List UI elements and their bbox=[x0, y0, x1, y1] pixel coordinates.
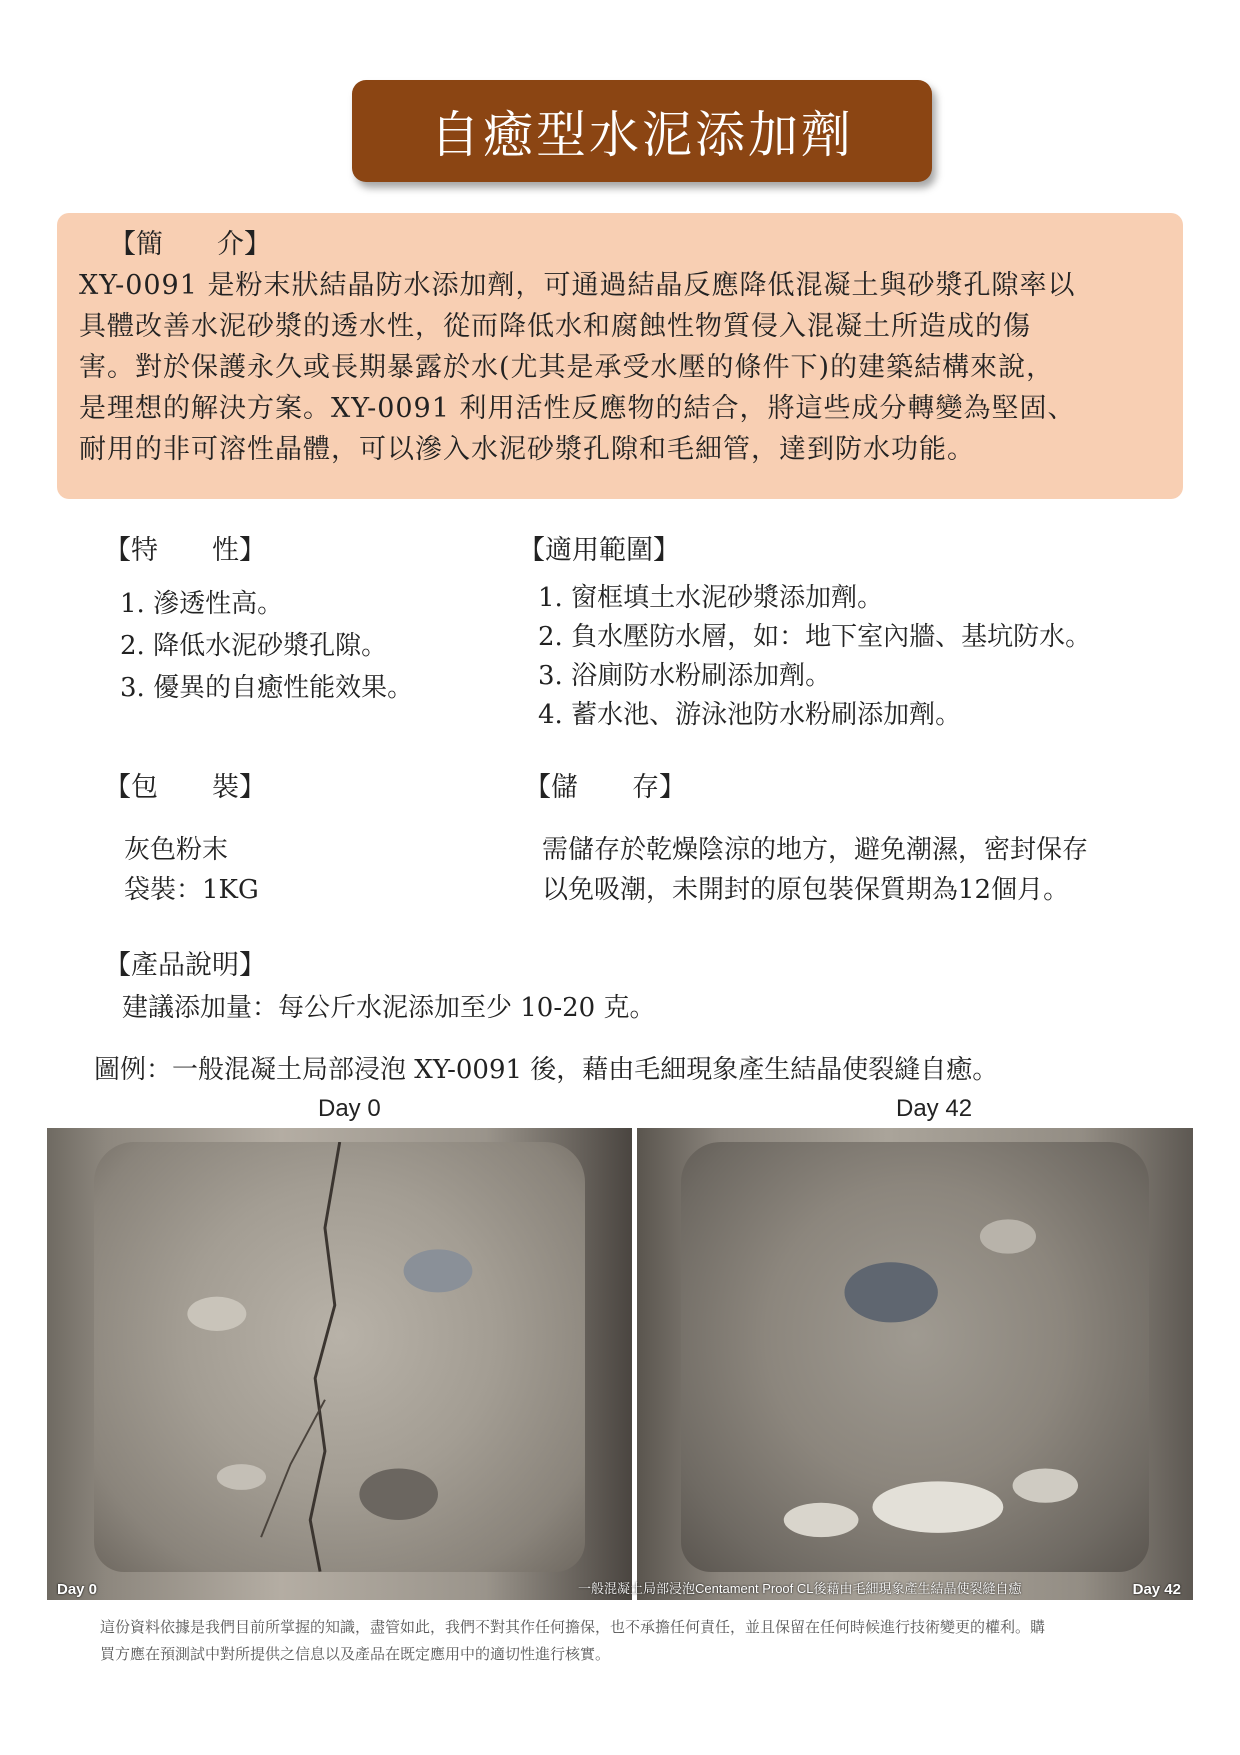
storage-section bbox=[524, 770, 1088, 910]
packaging-text bbox=[124, 830, 266, 910]
applications-heading: 【適用範圍】 bbox=[518, 535, 680, 566]
features-item: 3. 優異的自癒性能效果。 bbox=[120, 673, 414, 703]
features-heading: 【特 性】 bbox=[104, 535, 266, 566]
features-item: 1. 滲透性高。 bbox=[120, 589, 284, 619]
figure-label-left: Day 0 bbox=[318, 1095, 381, 1122]
title-banner bbox=[352, 80, 932, 182]
photo-overlay-caption: 一般混凝土局部浸泡Centament Proof CL後藉由毛細現象產生結晶使裂縫自癒 bbox=[578, 1581, 1022, 1596]
features-section bbox=[104, 533, 413, 709]
photo-day-right: Day 42 bbox=[1132, 1581, 1181, 1598]
product-section bbox=[104, 948, 655, 1028]
features-list bbox=[120, 583, 413, 709]
intro-line: XY-0091 是粉末狀結晶防水添加劑，可通過結晶反應降低混凝土與砂漿孔隙率以 bbox=[79, 270, 1076, 301]
crack-lines bbox=[94, 1142, 585, 1572]
concrete-cylinder bbox=[94, 1142, 585, 1572]
packaging-line: 袋裝：1KG bbox=[124, 875, 259, 905]
packaging-heading: 【包 裝】 bbox=[104, 772, 266, 803]
figure-caption: 圖例：一般混凝土局部浸泡 XY-0091 後，藉由毛細現象產生結晶使裂縫自癒。 bbox=[94, 1055, 999, 1085]
packaging-line: 灰色粉末 bbox=[124, 835, 229, 865]
disclaimer-footer bbox=[100, 1614, 1160, 1668]
intro-line: 害。對於保護永久或長期暴露於水(尤其是承受水壓的條件下)的建築結構來說， bbox=[79, 352, 1055, 383]
applications-item: 2. 負水壓防水層，如：地下室內牆、基坑防水。 bbox=[538, 622, 1092, 652]
product-heading: 【產品說明】 bbox=[104, 950, 266, 981]
intro-line: 是理想的解決方案。XY-0091 利用活性反應物的結合，將這些成分轉變為堅固、 bbox=[79, 393, 1076, 424]
concrete-cylinder bbox=[681, 1142, 1148, 1572]
photo-day0 bbox=[47, 1128, 632, 1600]
storage-text bbox=[542, 830, 1088, 910]
intro-text bbox=[79, 265, 1161, 470]
applications-item: 1. 窗框填土水泥砂漿添加劑。 bbox=[538, 583, 884, 613]
intro-section bbox=[57, 213, 1183, 499]
product-text: 建議添加量：每公斤水泥添加至少 10-20 克。 bbox=[122, 993, 656, 1023]
storage-line: 以免吸潮，未開封的原包裝保質期為12個月。 bbox=[542, 875, 1070, 905]
photo-day-left: Day 0 bbox=[57, 1581, 98, 1598]
page-title: 自癒型水泥添加劑 bbox=[430, 106, 854, 164]
figure-label-right: Day 42 bbox=[896, 1095, 973, 1122]
storage-heading: 【儲 存】 bbox=[524, 772, 686, 803]
footer-line: 這份資料依據是我們目前所掌握的知識，盡管如此，我們不對其作任何擔保，也不承擔任何責任，並且保留在任何時候進行技術變更的權利。購 bbox=[100, 1618, 1046, 1636]
healed-crack bbox=[681, 1142, 1148, 1572]
packaging-section bbox=[104, 770, 266, 910]
applications-item: 4. 蓄水池、游泳池防水粉刷添加劑。 bbox=[538, 700, 962, 730]
storage-line: 需儲存於乾燥陰涼的地方，避免潮濕，密封保存 bbox=[542, 835, 1089, 865]
features-item: 2. 降低水泥砂漿孔隙。 bbox=[120, 631, 388, 661]
photo-day42 bbox=[637, 1128, 1193, 1600]
intro-heading: 【簡 介】 bbox=[109, 229, 271, 260]
applications-list bbox=[538, 579, 1091, 735]
applications-item: 3. 浴廁防水粉刷添加劑。 bbox=[538, 661, 832, 691]
footer-line: 買方應在預測試中對所提供之信息以及產品在既定應用中的適切性進行核實。 bbox=[100, 1645, 611, 1663]
intro-line: 具體改善水泥砂漿的透水性，從而降低水和腐蝕性物質侵入混凝土所造成的傷 bbox=[79, 311, 1031, 342]
applications-section bbox=[518, 533, 1091, 735]
intro-line: 耐用的非可溶性晶體，可以滲入水泥砂漿孔隙和毛細管，達到防水功能。 bbox=[79, 434, 975, 465]
